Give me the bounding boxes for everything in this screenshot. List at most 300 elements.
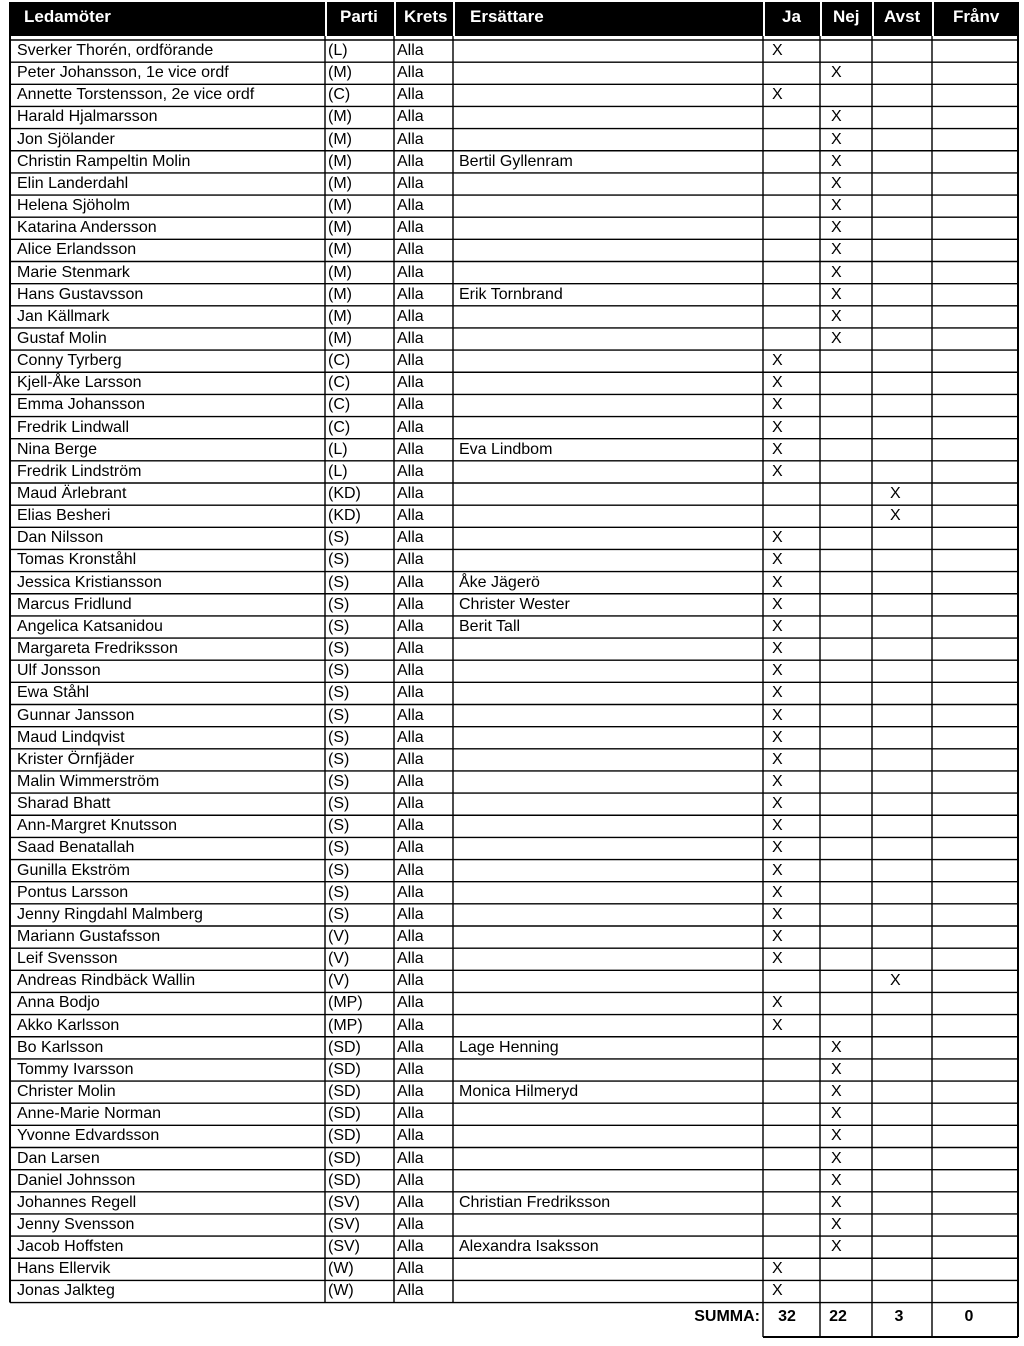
cell-parti: (S): [328, 617, 350, 635]
cell-ersattare: [459, 1214, 759, 1236]
cell-franv: [954, 173, 984, 195]
summary-avst: 3: [894, 1308, 904, 1325]
cell-parti: (C): [328, 396, 351, 414]
table-row: [10, 1170, 1018, 1192]
cell-avst: [890, 815, 920, 837]
cell-nej: [831, 970, 861, 992]
cell-parti: (SD): [328, 1127, 361, 1145]
cell-nej: [831, 727, 861, 749]
cell-name: Jenny Svensson: [17, 1215, 135, 1233]
cell-ersattare: [459, 106, 759, 128]
cell-franv: [954, 106, 984, 128]
cell-ja: [772, 1037, 802, 1059]
cell-nej: X: [831, 329, 842, 347]
cell-ersattare: [459, 461, 759, 483]
cell-franv: [954, 1037, 984, 1059]
cell-nej: [831, 749, 861, 771]
cell-avst: [890, 793, 920, 815]
cell-ersattare: Berit Tall: [459, 617, 521, 635]
cell-ersattare: [459, 549, 759, 571]
table-row: [10, 328, 1018, 350]
cell-franv: [954, 328, 984, 350]
table-row: [10, 106, 1018, 128]
cell-name: Marcus Fridlund: [17, 595, 132, 613]
cell-name: Fredrik Lindström: [17, 462, 142, 480]
table-row: [10, 882, 1018, 904]
cell-franv: [954, 549, 984, 571]
cell-krets: Alla: [397, 1260, 424, 1278]
cell-parti: (V): [328, 950, 350, 968]
cell-ja: X: [772, 617, 783, 635]
cell-nej: [831, 638, 861, 660]
cell-name: Maud Lindqvist: [17, 728, 125, 746]
cell-ja: [772, 306, 802, 328]
cell-nej: [831, 793, 861, 815]
cell-name: Fredrik Lindwall: [17, 418, 130, 436]
cell-ersattare: Erik Tornbrand: [459, 285, 563, 303]
cell-nej: [831, 815, 861, 837]
cell-ersattare: Lage Henning: [459, 1038, 559, 1056]
cell-nej: [831, 948, 861, 970]
table-row: [10, 439, 1018, 461]
cell-krets: Alla: [397, 883, 424, 901]
cell-krets: Alla: [397, 1016, 424, 1034]
cell-krets: Alla: [397, 1038, 424, 1056]
cell-krets: Alla: [397, 617, 424, 635]
cell-franv: [954, 992, 984, 1014]
cell-avst: [890, 328, 920, 350]
cell-nej: X: [831, 108, 842, 126]
cell-avst: [890, 1214, 920, 1236]
cell-krets: Alla: [397, 529, 424, 547]
cell-name: Andreas Rindbäck Wallin: [17, 972, 196, 990]
cell-nej: X: [831, 1193, 842, 1211]
cell-name: Peter Johansson, 1e vice ordf: [17, 64, 229, 82]
cell-krets: Alla: [397, 573, 424, 591]
cell-parti: (M): [328, 329, 352, 347]
cell-nej: [831, 439, 861, 461]
cell-parti: (M): [328, 263, 352, 281]
cell-ja: [772, 129, 802, 151]
cell-franv: [954, 1236, 984, 1258]
cell-krets: Alla: [397, 1060, 424, 1078]
cell-avst: [890, 594, 920, 616]
cell-ja: [772, 1170, 802, 1192]
table-row: [10, 705, 1018, 727]
cell-name: Ann-Margret Knutsson: [17, 817, 178, 835]
cell-franv: [954, 62, 984, 84]
cell-krets: Alla: [397, 485, 424, 502]
cell-avst: [890, 394, 920, 416]
cell-name: Daniel Johnsson: [17, 1171, 136, 1189]
cell-parti: (M): [328, 152, 352, 170]
table-row: [10, 84, 1018, 106]
cell-parti: (L): [328, 440, 348, 458]
cell-ersattare: Christian Fredriksson: [459, 1193, 611, 1211]
cell-krets: Alla: [397, 507, 424, 525]
cell-name: Pontus Larsson: [17, 883, 129, 901]
table-row: [10, 660, 1018, 682]
cell-ersattare: [459, 1103, 759, 1125]
table-row: [10, 1037, 1018, 1059]
cell-nej: [831, 40, 861, 62]
cell-name: Ulf Jonsson: [17, 662, 101, 680]
summary-ja: 32: [778, 1308, 796, 1325]
cell-ja: X: [772, 795, 783, 813]
cell-nej: X: [831, 1149, 842, 1167]
cell-ersattare: [459, 882, 759, 904]
cell-ja: [772, 970, 802, 992]
cell-franv: [954, 195, 984, 217]
cell-ersattare: [459, 793, 759, 815]
cell-parti: (V): [328, 972, 350, 990]
cell-krets: Alla: [397, 640, 424, 658]
cell-name: Hans Gustavsson: [17, 285, 144, 303]
table-row: [10, 860, 1018, 882]
cell-krets: Alla: [397, 42, 424, 59]
cell-franv: [954, 439, 984, 461]
cell-krets: Alla: [397, 64, 424, 82]
cell-ja: X: [772, 750, 783, 768]
cell-ja: X: [772, 662, 783, 680]
cell-ja: X: [772, 950, 783, 968]
cell-parti: (S): [328, 861, 350, 879]
cell-nej: X: [831, 263, 842, 281]
cell-name: Christer Molin: [17, 1083, 116, 1101]
cell-avst: X: [890, 507, 901, 525]
cell-name: Jan Källmark: [17, 307, 110, 325]
cell-ja: [772, 262, 802, 284]
cell-ersattare: [459, 173, 759, 195]
cell-nej: X: [831, 1215, 842, 1233]
cell-nej: [831, 572, 861, 594]
cell-parti: (SD): [328, 1060, 361, 1078]
cell-nej: [831, 527, 861, 549]
table-row: [10, 505, 1018, 527]
cell-ja: X: [772, 352, 783, 370]
cell-ersattare: [459, 837, 759, 859]
cell-parti: (S): [328, 640, 350, 658]
cell-ja: X: [772, 994, 783, 1012]
cell-avst: [890, 1192, 920, 1214]
header-ledamoter: Ledamöter: [24, 7, 111, 26]
cell-krets: Alla: [397, 197, 424, 215]
cell-krets: Alla: [397, 728, 424, 746]
cell-name: Yvonne Edvardsson: [17, 1127, 160, 1145]
cell-franv: [954, 1081, 984, 1103]
cell-nej: [831, 705, 861, 727]
cell-avst: [890, 306, 920, 328]
cell-nej: X: [831, 1127, 842, 1145]
cell-krets: Alla: [397, 551, 424, 569]
cell-name: Dan Nilsson: [17, 529, 104, 547]
cell-nej: [831, 771, 861, 793]
table-row: [10, 815, 1018, 837]
cell-nej: [831, 992, 861, 1014]
cell-ja: X: [772, 684, 783, 702]
header-ja: Ja: [782, 7, 801, 26]
cell-name: Christin Rampeltin Molin: [17, 152, 191, 170]
table-row: [10, 527, 1018, 549]
summary-label: SUMMA:: [694, 1308, 760, 1325]
table-row: [10, 727, 1018, 749]
cell-ersattare: [459, 1015, 759, 1037]
cell-ja: [772, 1103, 802, 1125]
cell-nej: X: [831, 1238, 842, 1256]
cell-ersattare: [459, 1125, 759, 1147]
table-row: [10, 40, 1018, 62]
cell-parti: (S): [328, 662, 350, 680]
cell-name: Jenny Ringdahl Malmberg: [17, 905, 203, 923]
cell-parti: (M): [328, 219, 352, 237]
cell-ja: X: [772, 839, 783, 857]
cell-parti: (M): [328, 130, 352, 148]
cell-ersattare: Bertil Gyllenram: [459, 152, 573, 170]
cell-name: Conny Tyrberg: [17, 352, 122, 370]
table-row: [10, 372, 1018, 394]
table-row: [10, 483, 1018, 505]
cell-avst: [890, 638, 920, 660]
cell-nej: X: [831, 130, 842, 148]
cell-krets: Alla: [397, 374, 424, 392]
cell-parti: (S): [328, 529, 350, 547]
cell-avst: [890, 350, 920, 372]
cell-krets: Alla: [397, 329, 424, 347]
cell-ersattare: Christer Wester: [459, 595, 570, 613]
cell-franv: [954, 705, 984, 727]
cell-avst: [890, 461, 920, 483]
cell-franv: [954, 84, 984, 106]
cell-franv: [954, 284, 984, 306]
cell-name: Anna Bodjo: [17, 994, 100, 1012]
cell-name: Elin Landerdahl: [17, 174, 129, 192]
cell-krets: Alla: [397, 263, 424, 281]
cell-ja: X: [772, 374, 783, 392]
cell-franv: [954, 727, 984, 749]
cell-parti: (SD): [328, 1038, 361, 1056]
cell-ersattare: [459, 660, 759, 682]
cell-ja: X: [772, 640, 783, 658]
cell-ja: X: [772, 905, 783, 923]
cell-ersattare: Åke Jägerö: [459, 573, 540, 591]
cell-ersattare: [459, 815, 759, 837]
cell-krets: Alla: [397, 1238, 424, 1256]
cell-ja: X: [772, 772, 783, 790]
cell-parti: (M): [328, 174, 352, 192]
table-row: [10, 306, 1018, 328]
cell-ja: X: [772, 396, 783, 414]
cell-krets: Alla: [397, 152, 424, 170]
cell-avst: [890, 860, 920, 882]
cell-parti: (C): [328, 418, 351, 436]
cell-avst: [890, 1258, 920, 1280]
cell-ersattare: [459, 749, 759, 771]
cell-parti: (C): [328, 374, 351, 392]
cell-franv: [954, 948, 984, 970]
cell-nej: [831, 904, 861, 926]
cell-parti: (SD): [328, 1149, 361, 1167]
cell-krets: Alla: [397, 440, 424, 458]
cell-parti: (KD): [328, 507, 361, 525]
table-row: [10, 970, 1018, 992]
cell-franv: [954, 970, 984, 992]
table-row: [10, 151, 1018, 173]
cell-ersattare: [459, 262, 759, 284]
cell-nej: X: [831, 1171, 842, 1189]
cell-name: Ewa Ståhl: [17, 684, 90, 702]
cell-parti: (M): [328, 64, 352, 82]
table-row: [10, 926, 1018, 948]
cell-avst: [890, 1236, 920, 1258]
cell-name: Emma Johansson: [17, 396, 146, 414]
cell-ersattare: Alexandra Isaksson: [459, 1238, 599, 1256]
cell-parti: (SD): [328, 1171, 361, 1189]
cell-franv: [954, 417, 984, 439]
cell-franv: [954, 1170, 984, 1192]
cell-ersattare: [459, 638, 759, 660]
table-row: [10, 284, 1018, 306]
cell-avst: [890, 62, 920, 84]
cell-avst: [890, 239, 920, 261]
cell-avst: [890, 129, 920, 151]
cell-ersattare: [459, 1170, 759, 1192]
cell-avst: [890, 217, 920, 239]
cell-ja: X: [772, 573, 783, 591]
cell-name: Dan Larsen: [17, 1149, 100, 1167]
cell-franv: [954, 372, 984, 394]
cell-franv: [954, 483, 984, 505]
cell-ersattare: [459, 771, 759, 793]
cell-nej: [831, 372, 861, 394]
cell-parti: (S): [328, 551, 350, 569]
cell-name: Johannes Regell: [17, 1193, 137, 1211]
table-row: [10, 749, 1018, 771]
cell-ersattare: [459, 992, 759, 1014]
cell-ja: X: [772, 928, 783, 945]
table-row: [10, 239, 1018, 261]
cell-nej: [831, 417, 861, 439]
cell-ersattare: [459, 970, 759, 992]
cell-name: Elias Besheri: [17, 507, 111, 525]
cell-nej: [831, 882, 861, 904]
header-ersattare: Ersättare: [470, 7, 544, 26]
cell-nej: [831, 394, 861, 416]
cell-franv: [954, 1148, 984, 1170]
cell-krets: Alla: [397, 1083, 424, 1101]
cell-parti: (KD): [328, 485, 361, 502]
cell-avst: [890, 882, 920, 904]
cell-krets: Alla: [397, 595, 424, 613]
cell-name: Katarina Andersson: [17, 219, 157, 237]
cell-ja: X: [772, 728, 783, 746]
cell-avst: [890, 262, 920, 284]
cell-krets: Alla: [397, 174, 424, 192]
cell-ersattare: [459, 306, 759, 328]
cell-franv: [954, 527, 984, 549]
cell-name: Leif Svensson: [17, 950, 118, 968]
cell-ersattare: [459, 1059, 759, 1081]
table-row: [10, 394, 1018, 416]
cell-name: Tomas Kronståhl: [17, 551, 137, 569]
cell-nej: [831, 616, 861, 638]
cell-ja: X: [772, 418, 783, 436]
cell-franv: [954, 1015, 984, 1037]
cell-ersattare: [459, 948, 759, 970]
cell-ersattare: [459, 860, 759, 882]
cell-avst: [890, 527, 920, 549]
table-row: [10, 638, 1018, 660]
cell-franv: [954, 793, 984, 815]
cell-nej: [831, 505, 861, 527]
cell-avst: [890, 1037, 920, 1059]
table-row: [10, 549, 1018, 571]
cell-ja: X: [772, 817, 783, 835]
table-row: [10, 217, 1018, 239]
header-krets: Krets: [404, 7, 448, 26]
cell-avst: [890, 771, 920, 793]
cell-avst: [890, 195, 920, 217]
cell-nej: X: [831, 1105, 842, 1123]
cell-nej: [831, 837, 861, 859]
cell-ersattare: [459, 705, 759, 727]
cell-franv: [954, 151, 984, 173]
cell-krets: Alla: [397, 219, 424, 237]
cell-krets: Alla: [397, 1171, 424, 1189]
cell-parti: (M): [328, 307, 352, 325]
cell-nej: X: [831, 64, 842, 82]
cell-name: Sverker Thorén, ordförande: [17, 42, 214, 59]
cell-avst: [890, 173, 920, 195]
cell-franv: [954, 882, 984, 904]
cell-avst: [890, 40, 920, 62]
cell-ja: [772, 1192, 802, 1214]
cell-franv: [954, 926, 984, 948]
cell-krets: Alla: [397, 1105, 424, 1123]
cell-parti: (S): [328, 750, 350, 768]
table-row: [10, 594, 1018, 616]
cell-nej: X: [831, 197, 842, 215]
cell-franv: [954, 1214, 984, 1236]
cell-name: Malin Wimmerström: [17, 772, 160, 790]
cell-ja: [772, 1081, 802, 1103]
cell-franv: [954, 660, 984, 682]
cell-parti: (M): [328, 108, 352, 126]
cell-avst: [890, 926, 920, 948]
table-row: [10, 350, 1018, 372]
cell-krets: Alla: [397, 795, 424, 813]
cell-ersattare: [459, 239, 759, 261]
cell-ersattare: [459, 727, 759, 749]
cell-ja: [772, 106, 802, 128]
cell-avst: [890, 837, 920, 859]
cell-nej: [831, 594, 861, 616]
cell-parti: (S): [328, 839, 350, 857]
cell-nej: [831, 84, 861, 106]
cell-krets: Alla: [397, 905, 424, 923]
cell-name: Nina Berge: [17, 440, 98, 458]
table-row: [10, 173, 1018, 195]
cell-ja: [772, 62, 802, 84]
table-row: [10, 262, 1018, 284]
cell-ja: X: [772, 706, 783, 724]
cell-franv: [954, 749, 984, 771]
summary-nej: 22: [829, 1308, 847, 1325]
table-row: [10, 1148, 1018, 1170]
cell-parti: (SD): [328, 1105, 361, 1123]
cell-name: Krister Örnfjäder: [17, 750, 135, 768]
cell-franv: [954, 129, 984, 151]
cell-avst: [890, 1015, 920, 1037]
